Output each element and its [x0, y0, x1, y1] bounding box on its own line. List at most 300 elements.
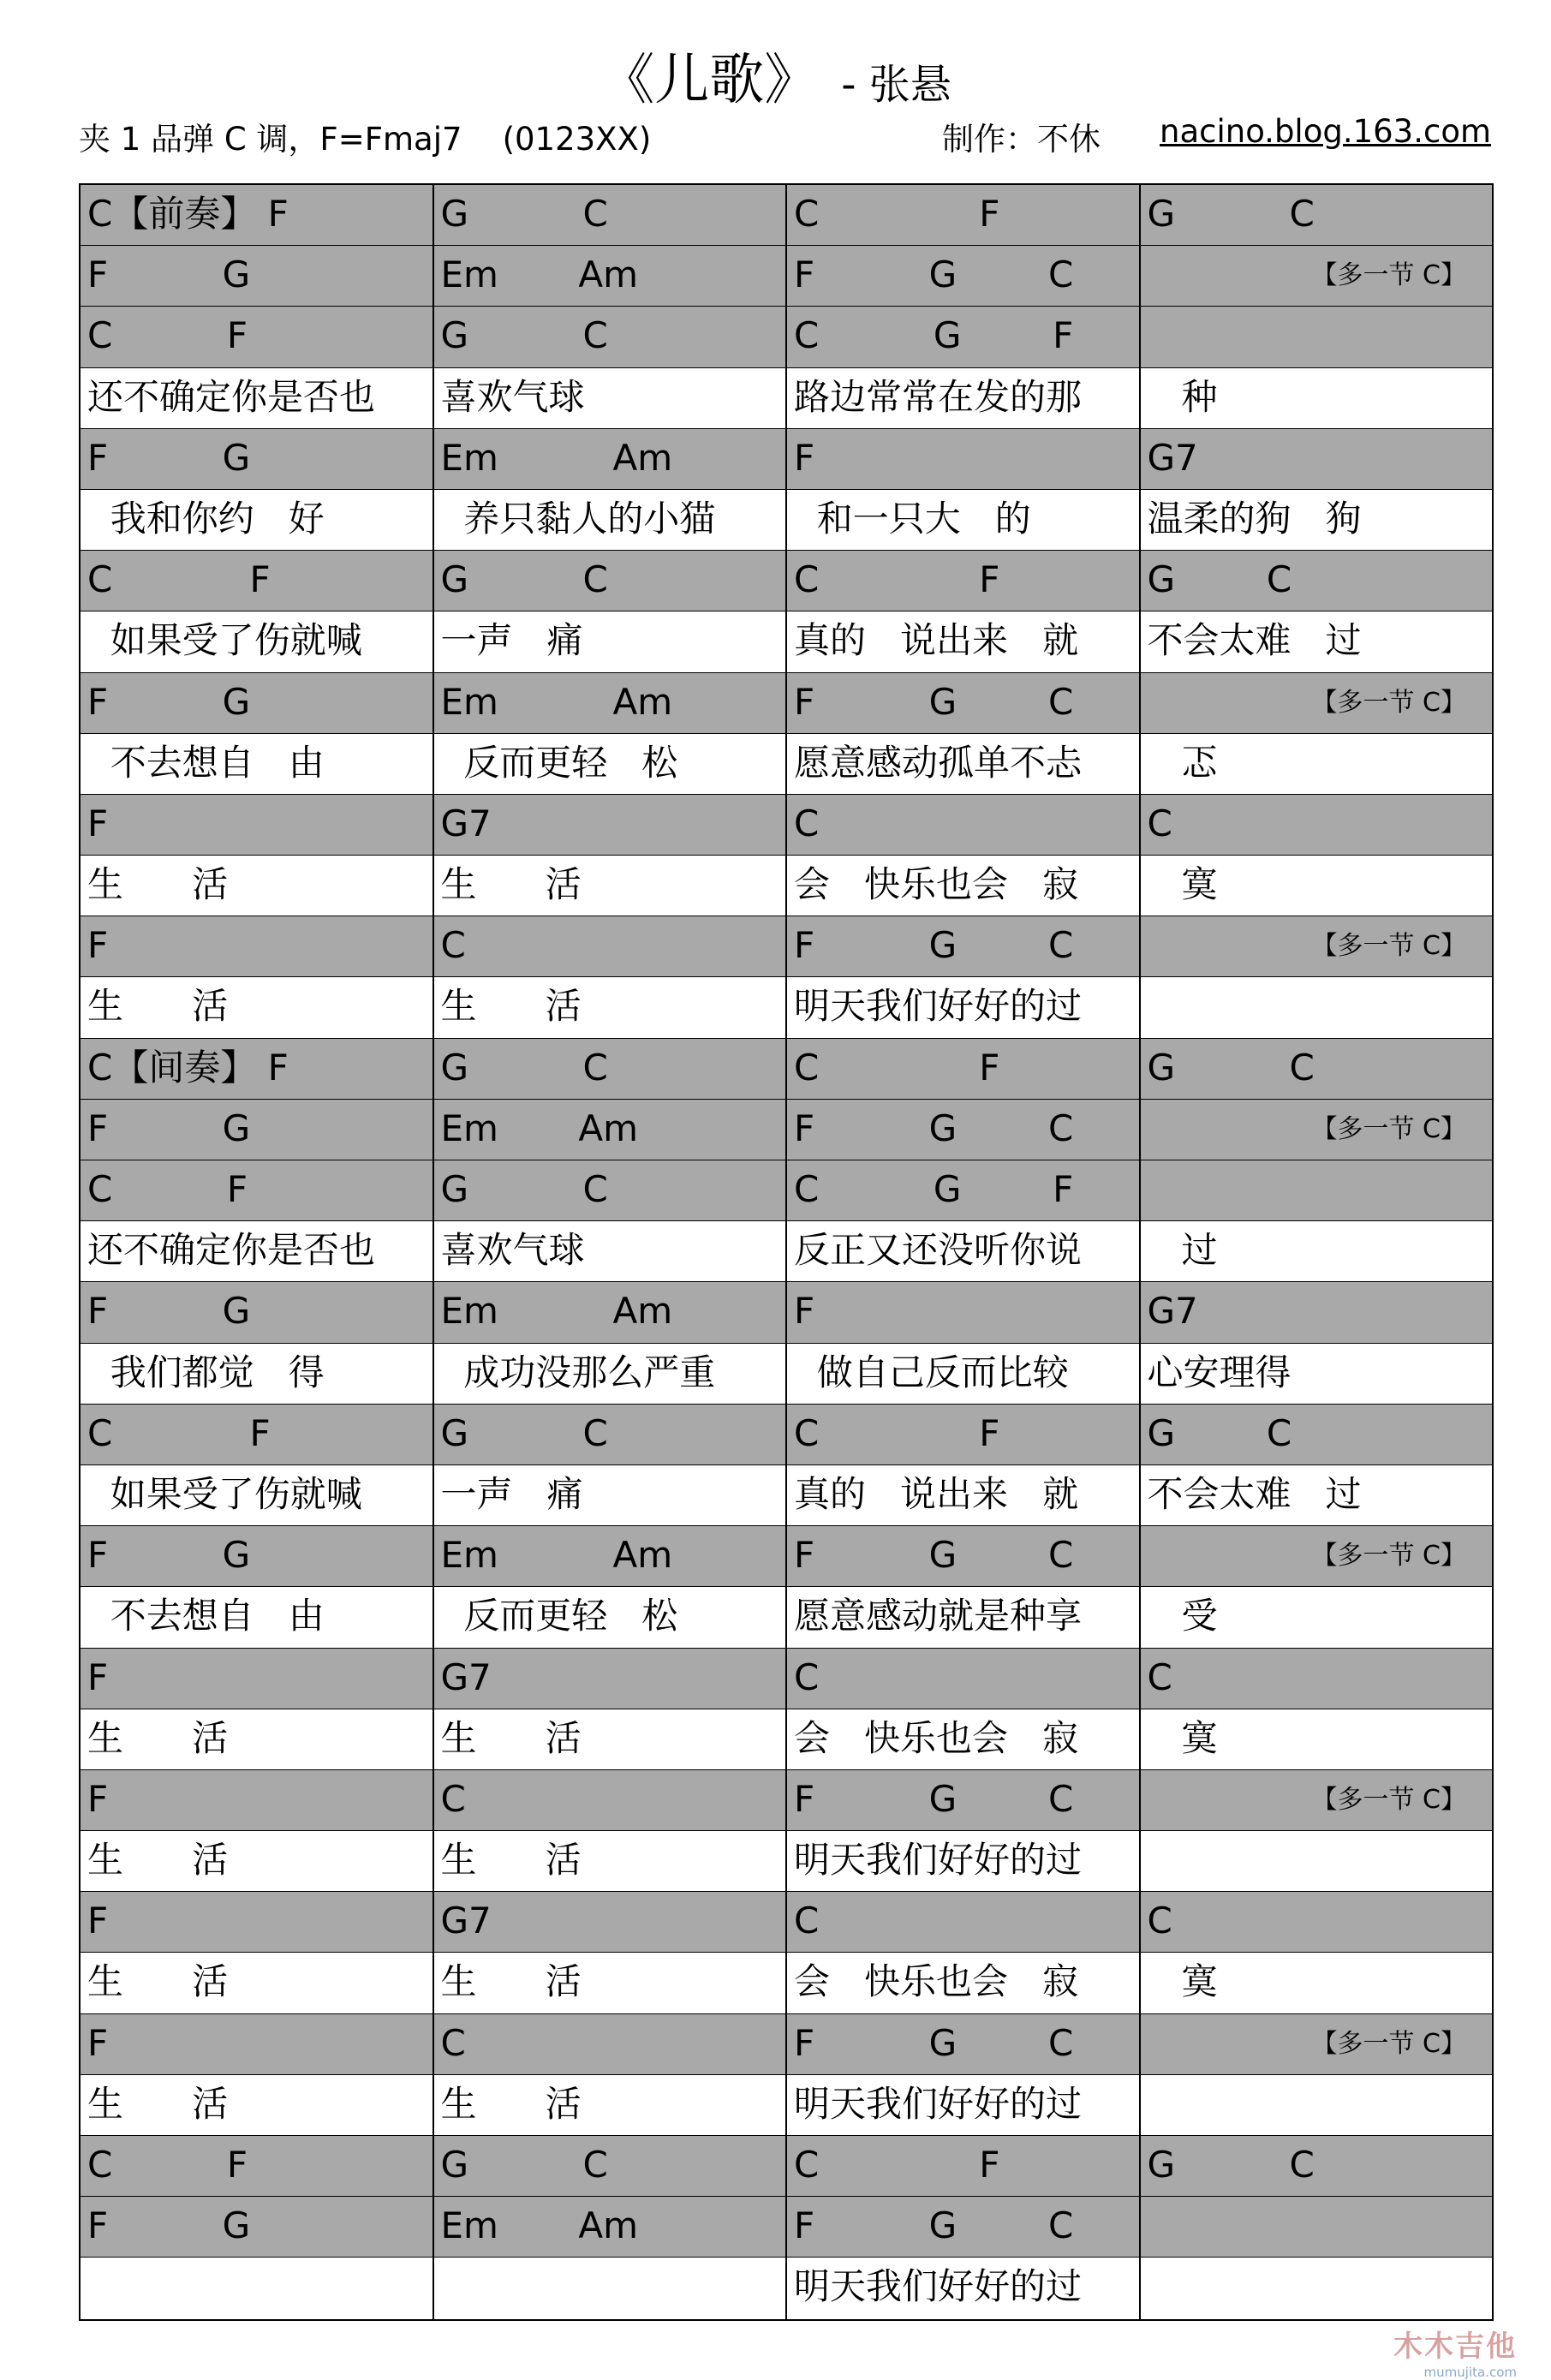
chord-cell [1141, 429, 1493, 489]
lyric-cell [787, 977, 1141, 1037]
chord-cell [81, 185, 434, 245]
lyric-cell [1141, 1221, 1493, 1281]
chord-text: G C [440, 193, 608, 235]
chord-cell [81, 1649, 434, 1709]
lyric-cell [81, 1587, 434, 1647]
chord-text: C【间奏】 F [87, 1046, 289, 1089]
chord-cell [434, 2136, 788, 2196]
lyric-cell [787, 611, 1141, 671]
lyric-cell [1141, 611, 1493, 671]
lyric-cell [787, 2075, 1141, 2135]
chord-cell [787, 1039, 1141, 1099]
chord-cell [1141, 1160, 1493, 1220]
chord-cell [787, 1649, 1141, 1709]
lyric-text: 和一只大 的 [794, 497, 1031, 540]
lyric-cell [1141, 2075, 1493, 2135]
chord-text: F G C [794, 1106, 1074, 1149]
lyric-row [81, 856, 1492, 916]
lyric-cell [434, 856, 788, 916]
chord-cell [434, 673, 788, 733]
chord-row [81, 2014, 1492, 2075]
chord-cell [81, 916, 434, 976]
lyric-text: 会 快乐也会 寂 [794, 863, 1079, 906]
lyric-row [81, 490, 1492, 551]
chord-cell [1141, 1892, 1493, 1952]
lyric-text: 真的 说出来 就 [794, 619, 1079, 662]
lyric-text: 不会太难 过 [1147, 619, 1362, 662]
lyric-text: 喜欢气球 [440, 1229, 585, 1272]
chord-text: F G [87, 1106, 251, 1149]
lyric-text: 温柔的狗 狗 [1147, 497, 1362, 540]
chord-cell [787, 185, 1141, 245]
lyric-text: 养只黏人的小猫 [440, 497, 716, 540]
lyric-cell [434, 1587, 788, 1647]
chord-text: F G [87, 436, 251, 479]
chord-cell [434, 1892, 788, 1952]
chord-cell [1141, 2197, 1493, 2257]
lyric-text: 寞 [1147, 1960, 1218, 2003]
chord-cell [81, 1770, 434, 1830]
chord-cell [787, 246, 1141, 306]
lyric-text: 真的 说出来 就 [794, 1472, 1079, 1515]
chord-text: F G C [794, 254, 1074, 296]
song-title: 《儿歌》 [600, 49, 820, 112]
chord-text: F G C [794, 680, 1074, 723]
extra-bar-note: 【多一节 C】 [1311, 1113, 1466, 1144]
chord-text: C F [87, 1168, 248, 1210]
chord-row [81, 1282, 1492, 1343]
chord-cell [81, 429, 434, 489]
lyric-cell [787, 1221, 1141, 1281]
chord-text: F G [87, 1290, 251, 1333]
chord-cell [81, 1039, 434, 1099]
chord-cell [787, 1160, 1141, 1220]
lyric-text: 生 活 [87, 1716, 229, 1759]
lyric-row [81, 611, 1492, 672]
extra-bar-note: 【多一节 C】 [1311, 1784, 1466, 1815]
lyric-cell [81, 734, 434, 794]
chord-text: F [87, 1777, 109, 1820]
lyric-cell [787, 1953, 1141, 2013]
lyric-row [81, 1709, 1492, 1770]
lyric-cell [787, 368, 1141, 428]
lyric-text: 还不确定你是否也 [87, 375, 376, 418]
lyric-row [81, 1465, 1492, 1526]
chord-text: G7 [440, 1900, 492, 1942]
chord-cell [787, 916, 1141, 976]
chord-cell [434, 307, 788, 367]
lyric-cell [434, 1465, 788, 1525]
chord-cell [434, 916, 788, 976]
lyric-text: 不会太难 过 [1147, 1472, 1362, 1515]
chord-cell [434, 795, 788, 855]
lyric-cell [434, 1709, 788, 1769]
lyric-cell [434, 2075, 788, 2135]
chord-row [81, 1770, 1492, 1831]
watermark-url: mumujita.com [1423, 2365, 1517, 2380]
lyric-text: 生 活 [440, 985, 582, 1028]
chord-cell [1141, 1405, 1493, 1464]
extra-bar-note: 【多一节 C】 [1311, 687, 1466, 718]
chord-cell [787, 1892, 1141, 1952]
chord-cell [1141, 185, 1493, 245]
chord-text: G C [440, 314, 608, 357]
chord-cell [1141, 1282, 1493, 1342]
chord-row [81, 2197, 1492, 2258]
chord-cell [787, 307, 1141, 367]
chord-cell [787, 1282, 1141, 1342]
lyric-text: 成功没那么严重 [440, 1351, 716, 1393]
lyric-cell [434, 734, 788, 794]
lyric-cell [1141, 1831, 1493, 1891]
chord-text: Em Am [440, 1534, 673, 1577]
chord-text: C [794, 1655, 820, 1698]
blog-link[interactable]: nacino.blog.163.com [1160, 113, 1492, 150]
chord-cell [81, 795, 434, 855]
chord-text: F [87, 924, 109, 967]
chord-cell [1141, 551, 1493, 611]
lyric-cell [787, 1465, 1141, 1525]
lyric-cell [81, 2075, 434, 2135]
chord-row [81, 1100, 1492, 1160]
chord-text: C G F [794, 1168, 1074, 1210]
chord-text: F G C [794, 2021, 1074, 2064]
lyric-row [81, 1221, 1492, 1282]
chord-row [81, 1649, 1492, 1709]
lyric-text: 反而更轻 松 [440, 1595, 678, 1637]
chord-cell [787, 673, 1141, 733]
lyric-cell [434, 1221, 788, 1281]
lyric-text: 明天我们好好的过 [794, 2082, 1083, 2125]
chord-cell [434, 246, 788, 306]
chord-cell [81, 246, 434, 306]
lyric-text: 种 [1147, 375, 1218, 418]
chord-row [81, 795, 1492, 856]
lyric-text: 过 [1147, 1229, 1218, 1272]
chord-cell [787, 1526, 1141, 1586]
lyric-cell [81, 2258, 434, 2318]
lyric-text: 一声 痛 [440, 1472, 583, 1515]
lyric-cell [1141, 1344, 1493, 1404]
chord-cell [434, 1405, 788, 1464]
lyric-text: 生 活 [440, 1716, 582, 1759]
chord-text: F [87, 1900, 109, 1942]
lyric-text: 如果受了伤就喊 [87, 1472, 362, 1515]
lyric-cell [81, 490, 434, 550]
chord-row [81, 916, 1492, 977]
lyric-text: 会 快乐也会 寂 [794, 1716, 1079, 1759]
lyric-cell [1141, 2258, 1493, 2318]
lyric-row [81, 734, 1492, 795]
lyric-text: 心安理得 [1147, 1351, 1292, 1393]
song-title-line [0, 36, 1551, 115]
lyric-cell [434, 490, 788, 550]
chord-text: F [794, 1290, 815, 1333]
chord-text: G C [440, 1411, 608, 1454]
chord-text: G C [440, 1046, 608, 1089]
lyric-text: 忑 [1147, 741, 1218, 784]
lyric-cell [787, 1587, 1141, 1647]
lyric-text: 生 活 [440, 1839, 582, 1882]
chord-text: C [1147, 1900, 1172, 1942]
chord-text: C [794, 1900, 820, 1942]
chord-text: F [87, 1655, 109, 1698]
chord-text: F G C [794, 1534, 1074, 1577]
maker-credit: 制作：不休 [942, 121, 1101, 158]
extra-bar-note: 【多一节 C】 [1311, 931, 1466, 962]
lyric-cell [81, 1953, 434, 2013]
lyric-text: 生 活 [440, 863, 582, 906]
chord-cell [81, 1160, 434, 1220]
chord-text: C [1147, 1655, 1172, 1698]
song-artist: - 张悬 [841, 61, 951, 109]
lyric-cell [1141, 1709, 1493, 1769]
chord-text: C [1147, 802, 1172, 844]
chord-row [81, 1405, 1492, 1465]
lyric-cell [434, 977, 788, 1037]
lyric-text: 生 活 [87, 1960, 229, 2003]
lyric-cell [434, 611, 788, 671]
chord-cell [787, 551, 1141, 611]
chord-text: G7 [1147, 1290, 1198, 1333]
chord-text: F G [87, 254, 251, 296]
chord-text: C F [794, 2144, 1000, 2186]
lyric-row [81, 2075, 1492, 2136]
lyric-cell [1141, 368, 1493, 428]
chord-text: G C [440, 558, 608, 601]
lyric-text: 愿意感动孤单不忐 [794, 741, 1083, 784]
chord-cell [1141, 795, 1493, 855]
lyric-text: 不去想自 由 [87, 741, 325, 784]
chord-text: F [87, 802, 109, 844]
chord-cell [1141, 1526, 1493, 1586]
lyric-text: 生 活 [440, 1960, 582, 2003]
lyric-cell [1141, 1465, 1493, 1525]
lyric-text: 明天我们好好的过 [794, 2265, 1083, 2308]
chord-cell [81, 1526, 434, 1586]
lyric-cell [434, 1344, 788, 1404]
chord-cell [1141, 1100, 1493, 1160]
chord-text: Em Am [440, 254, 639, 296]
chord-text: C [794, 802, 820, 844]
chord-cell [434, 185, 788, 245]
extra-bar-note: 【多一节 C】 [1311, 1541, 1466, 1572]
chord-text: G7 [440, 1655, 492, 1698]
chord-cell [787, 2136, 1141, 2196]
lyric-cell [81, 1465, 434, 1525]
chord-row [81, 246, 1492, 307]
chord-text: G C [440, 2144, 608, 2186]
chord-text: F G [87, 680, 251, 723]
extra-bar-note: 【多一节 C】 [1311, 2028, 1466, 2059]
chord-sheet-table [79, 183, 1494, 2321]
chord-row [81, 307, 1492, 367]
chord-text: C F [87, 1411, 271, 1454]
lyric-text: 如果受了伤就喊 [87, 619, 362, 662]
lyric-cell [1141, 734, 1493, 794]
chord-cell [1141, 246, 1493, 306]
chord-cell [434, 2197, 788, 2257]
chord-cell [81, 551, 434, 611]
chord-cell [81, 673, 434, 733]
watermark [1393, 2323, 1517, 2380]
chord-cell [81, 1892, 434, 1952]
chord-cell [1141, 2136, 1493, 2196]
chord-text: C [440, 1777, 466, 1820]
lyric-row [81, 368, 1492, 429]
chord-text: C F [794, 1046, 1000, 1089]
chord-text: G7 [440, 802, 492, 844]
lyric-cell [1141, 1953, 1493, 2013]
chord-cell [1141, 1649, 1493, 1709]
lyric-cell [81, 1709, 434, 1769]
chord-text: F G C [794, 924, 1074, 967]
lyric-text: 反而更轻 松 [440, 741, 678, 784]
lyric-text: 寞 [1147, 1716, 1218, 1759]
lyric-cell [787, 734, 1141, 794]
chord-text: G C [440, 1168, 608, 1210]
chord-cell [81, 2136, 434, 2196]
chord-row [81, 185, 1492, 246]
chord-text: Em Am [440, 680, 673, 723]
chord-cell [434, 551, 788, 611]
chord-cell [787, 1405, 1141, 1464]
chord-text: G C [1147, 193, 1315, 235]
chord-cell [81, 1282, 434, 1342]
lyric-text: 会 快乐也会 寂 [794, 1960, 1079, 2003]
chord-text: G C [1147, 2144, 1315, 2186]
chord-cell [787, 2014, 1141, 2074]
lyric-text: 生 活 [87, 985, 229, 1028]
chord-text: G C [1147, 558, 1292, 601]
chord-cell [1141, 1770, 1493, 1830]
chord-text: F G C [794, 2204, 1074, 2247]
chord-cell [787, 1770, 1141, 1830]
chord-text: C F [87, 2144, 248, 2186]
lyric-text: 还不确定你是否也 [87, 1229, 376, 1272]
lyric-cell [1141, 490, 1493, 550]
chord-row [81, 551, 1492, 611]
chord-row [81, 1526, 1492, 1587]
capo-info: 夹 1 品弹 C 调，F=Fmaj7 (0123XX) [79, 121, 652, 158]
lyric-row [81, 1831, 1492, 1892]
chord-cell [1141, 673, 1493, 733]
chord-text: C [440, 924, 466, 967]
lyric-cell [1141, 977, 1493, 1037]
lyric-text: 受 [1147, 1595, 1218, 1637]
lyric-row [81, 1344, 1492, 1405]
chord-text: C F [794, 193, 1000, 235]
chord-text: Em Am [440, 1106, 639, 1149]
lyric-text: 不去想自 由 [87, 1595, 325, 1637]
lyric-cell [787, 1709, 1141, 1769]
chord-cell [81, 1100, 434, 1160]
chord-cell [1141, 2014, 1493, 2074]
chord-text: G C [1147, 1046, 1315, 1089]
lyric-cell [787, 490, 1141, 550]
watermark-logo-text: 木木吉他 [1393, 2329, 1517, 2364]
chord-text: F [794, 436, 815, 479]
lyric-row [81, 977, 1492, 1038]
chord-text: C [440, 2021, 466, 2064]
chord-cell [1141, 916, 1493, 976]
chord-text: F G [87, 1534, 251, 1577]
chord-cell [434, 429, 788, 489]
lyric-cell [787, 856, 1141, 916]
chord-text: F G [87, 2204, 251, 2247]
lyric-text: 寞 [1147, 863, 1218, 906]
lyric-text: 路边常常在发的那 [794, 375, 1083, 418]
lyric-text: 喜欢气球 [440, 375, 585, 418]
extra-bar-note: 【多一节 C】 [1311, 260, 1466, 291]
chord-cell [787, 2197, 1141, 2257]
chord-cell [81, 307, 434, 367]
chord-text: G7 [1147, 436, 1198, 479]
chord-row [81, 673, 1492, 734]
chord-text: F G C [794, 1777, 1074, 1820]
lyric-cell [81, 1831, 434, 1891]
chord-row [81, 1892, 1492, 1953]
lyric-text: 生 活 [87, 2082, 229, 2125]
chord-cell [1141, 307, 1493, 367]
lyric-row [81, 1953, 1492, 2013]
chord-cell [81, 2197, 434, 2257]
lyric-text: 愿意感动就是种享 [794, 1595, 1083, 1637]
lyric-text: 反正又还没听你说 [794, 1229, 1083, 1272]
chord-row [81, 2136, 1492, 2197]
chord-cell [434, 1649, 788, 1709]
chord-cell [434, 1526, 788, 1586]
lyric-row [81, 2258, 1492, 2318]
lyric-text: 一声 痛 [440, 619, 583, 662]
chord-cell [81, 2014, 434, 2074]
chord-cell [81, 1405, 434, 1464]
chord-cell [787, 1100, 1141, 1160]
lyric-text: 明天我们好好的过 [794, 985, 1083, 1028]
chord-text: Em Am [440, 436, 673, 479]
chord-text: Em Am [440, 1290, 673, 1333]
chord-cell [434, 1039, 788, 1099]
chord-cell [434, 1770, 788, 1830]
lyric-text: 生 活 [87, 1839, 229, 1882]
lyric-cell [434, 368, 788, 428]
lyric-cell [434, 1831, 788, 1891]
lyric-cell [81, 611, 434, 671]
lyric-cell [81, 1221, 434, 1281]
lyric-text: 我们都觉 得 [87, 1351, 325, 1393]
chord-text: C F [87, 314, 248, 357]
chord-text: C G F [794, 314, 1074, 357]
chord-cell [434, 2014, 788, 2074]
chord-cell [434, 1100, 788, 1160]
lyric-text: 做自己反而比较 [794, 1351, 1069, 1393]
chord-row [81, 429, 1492, 490]
chord-cell [787, 795, 1141, 855]
lyric-cell [1141, 856, 1493, 916]
lyric-cell [81, 856, 434, 916]
lyric-cell [434, 1953, 788, 2013]
lyric-cell [1141, 1587, 1493, 1647]
chord-row [81, 1160, 1492, 1221]
lyric-cell [787, 2258, 1141, 2318]
lyric-cell [787, 1831, 1141, 1891]
chord-text: Em Am [440, 2204, 639, 2247]
chord-text: C F [794, 558, 1000, 601]
chord-cell [434, 1282, 788, 1342]
lyric-cell [81, 1344, 434, 1404]
chord-cell [434, 1160, 788, 1220]
lyric-row [81, 1587, 1492, 1648]
